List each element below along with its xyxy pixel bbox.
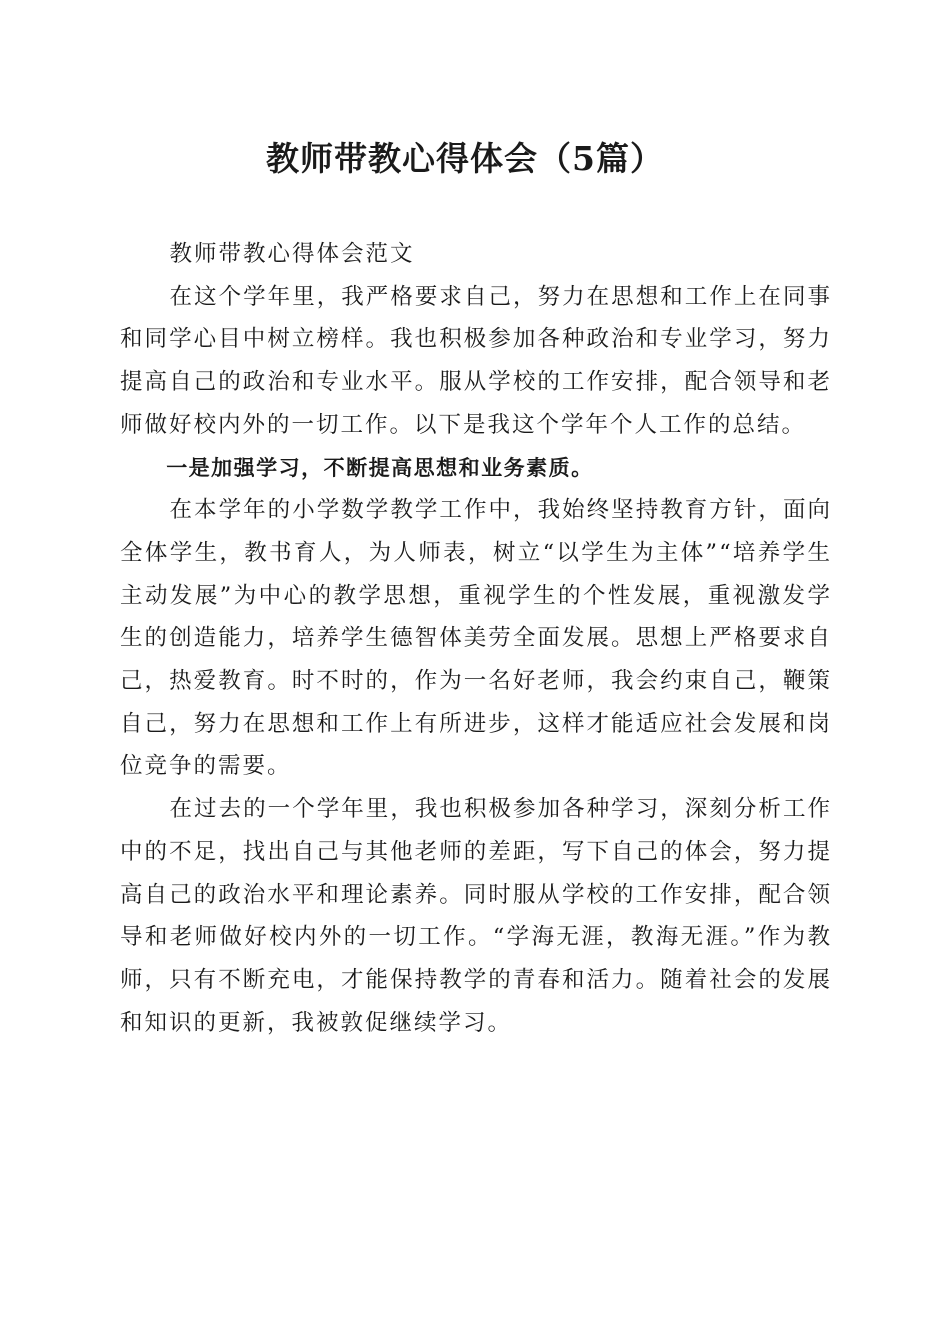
document-body xyxy=(120,233,832,1044)
paragraph-teaching: 在本学年的小学数学教学工作中，我始终坚持教育方针，面向全体学生，教书育人，为人师表，树立“以学生为主体”“培养学生主动发展”为中心的教学思想，重视学生的个性发展，重视激发学生的创造能力，培养学生德智体美劳全面发展。思想上严格要求自己，热爱教育。时不时的，作为一名好老师，我会约束自己，鞭策自己，努力在思想和工作上有所进步，这样才能适应社会发展和岗位竞争的需要。 xyxy=(120,497,832,780)
section-heading: 一是加强学习，不断提高思想和业务素质。 xyxy=(166,455,594,480)
document-title: 教师带教心得体会（5篇） xyxy=(266,139,664,178)
document-subtitle: 教师带教心得体会范文 xyxy=(169,241,415,267)
paragraph-intro: 在这个学年里，我严格要求自己，努力在思想和工作上在同事和同学心目中树立榜样。我也积极参加各种政治和专业学习，努力提高自己的政治和专业水平。服从学校的工作安排，配合领导和老师做好校内外的一切工作。以下是我这个学年个人工作的总结。 xyxy=(120,283,832,438)
paragraph-learning: 在过去的一个学年里，我也积极参加各种学习，深刻分析工作中的不足，找出自己与其他老师的差距，写下自己的体会，努力提高自己的政治水平和理论素养。同时服从学校的工作安排，配合领导和老师做好校内外的一切工作。“学海无涯，教海无涯。”作为教师，只有不断充电，才能保持教学的青春和活力。随着社会的发展和知识的更新，我被敦促继续学习。 xyxy=(120,796,832,1036)
